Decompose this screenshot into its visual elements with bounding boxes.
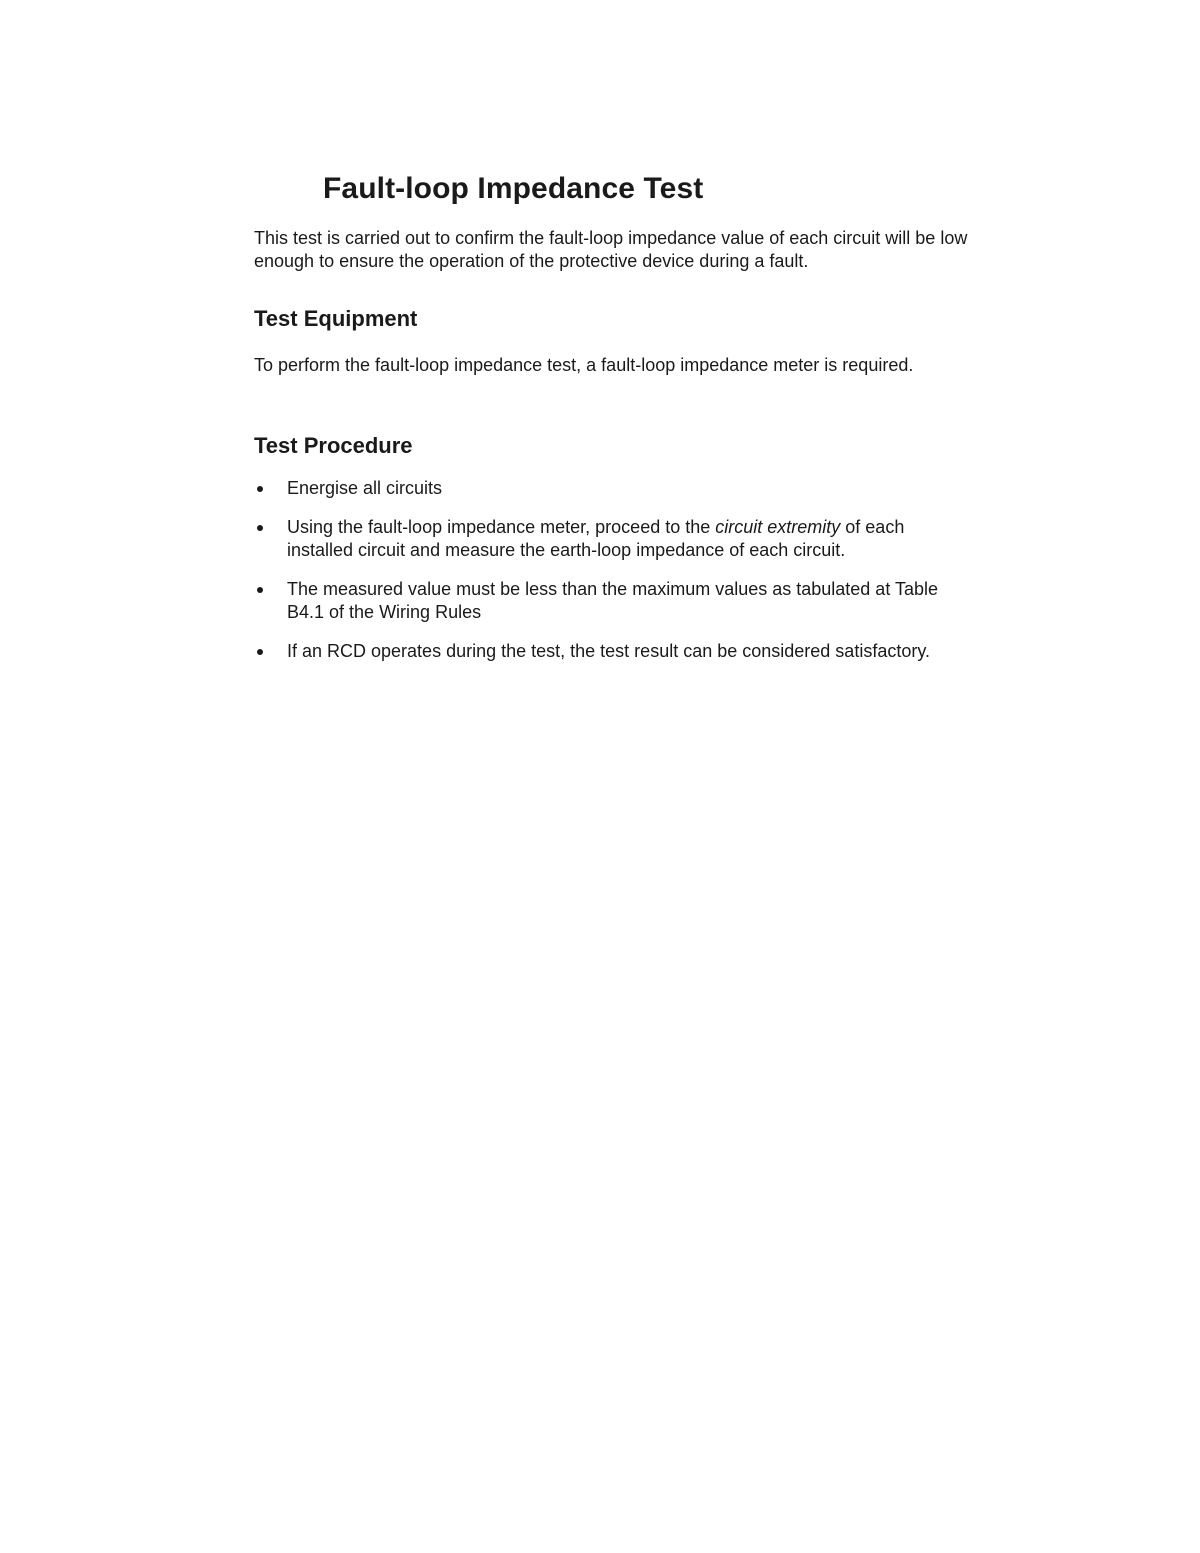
list-item (254, 516, 974, 562)
section-heading-equipment: Test Equipment (254, 306, 418, 331)
list-item-text: Energise all circuits (287, 478, 443, 498)
procedure-list (254, 477, 974, 679)
bullet-icon (257, 486, 263, 492)
intro-paragraph: This test is carried out to confirm the fault-loop impedance value of each circuit will be low enough to ensure the operation of the protective device during a fault. (254, 228, 968, 271)
section-heading-procedure: Test Procedure (254, 433, 413, 458)
list-item-text-before: Using the fault-loop impedance meter, proceed to the (287, 517, 716, 537)
list-item-emphasis: circuit extremity (715, 517, 841, 537)
list-item-text-after: of each installed circuit and measure the earth-loop impedance of each circuit. (287, 517, 905, 560)
bullet-icon (257, 649, 263, 655)
list-item (254, 578, 974, 624)
list-item (254, 477, 974, 500)
list-item-text: If an RCD operates during the test, the test result can be considered satisfactory. (287, 641, 930, 661)
list-item (254, 640, 974, 663)
page-title: Fault-loop Impedance Test (323, 172, 704, 205)
list-item-text: The measured value must be less than the maximum values as tabulated at Table B4.1 of the Wiring Rules (287, 579, 939, 622)
equipment-paragraph: To perform the fault-loop impedance test, a fault-loop impedance meter is required. (254, 355, 914, 375)
bullet-icon (257, 525, 263, 531)
bullet-icon (257, 587, 263, 593)
